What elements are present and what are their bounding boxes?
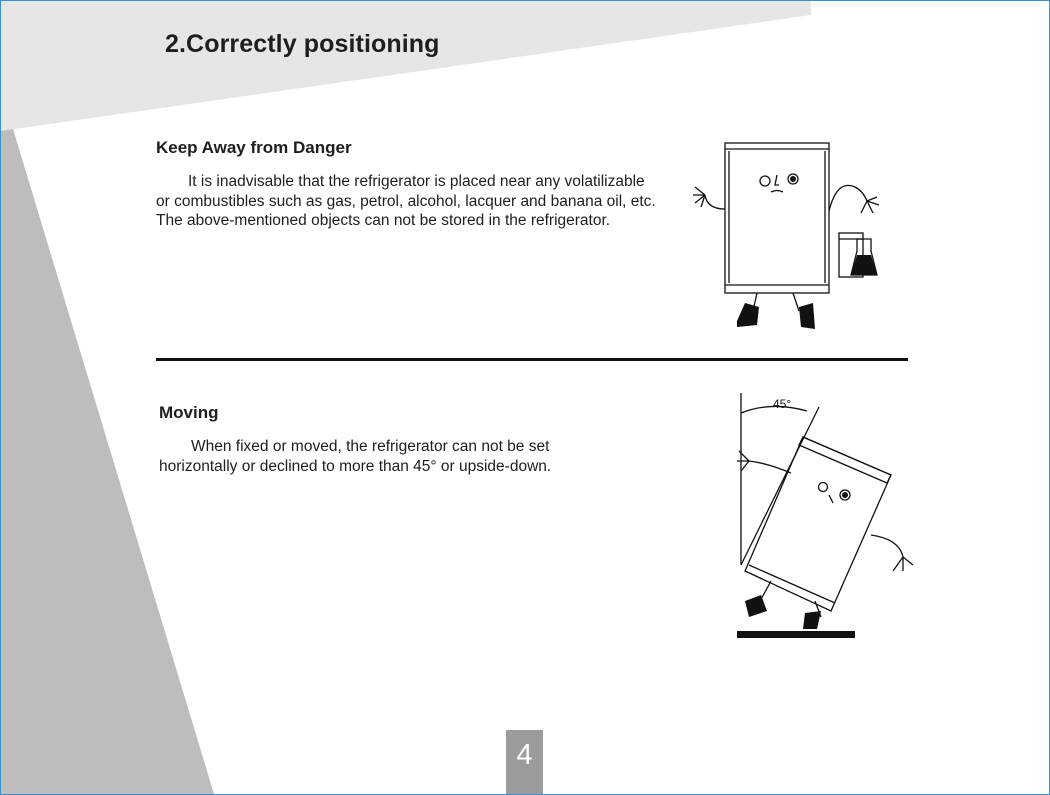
section-heading-moving: Moving bbox=[159, 403, 219, 422]
page-title: 2.Correctly positioning bbox=[165, 30, 440, 58]
section-heading-danger: Keep Away from Danger bbox=[156, 138, 352, 157]
section-text-danger: It is inadvisable that the refrigerator is placed near any volatilizable or combustibles such as gas, petrol, alcohol, lacquer and banana oil, etc. The above-mentioned objects can not be stored in the refrigerator. bbox=[156, 173, 656, 229]
section-text-moving: When fixed or moved, the refrigerator can not be set horizontally or declined to more than 45° or upside-down. bbox=[159, 438, 552, 475]
angle-label: 45° bbox=[773, 397, 792, 411]
section-divider bbox=[156, 358, 908, 361]
fridge-tilt-illustration bbox=[731, 389, 921, 645]
fridge-danger-illustration bbox=[687, 139, 887, 334]
top-gray-band bbox=[1, 1, 811, 131]
page-number: 4 bbox=[506, 730, 543, 794]
